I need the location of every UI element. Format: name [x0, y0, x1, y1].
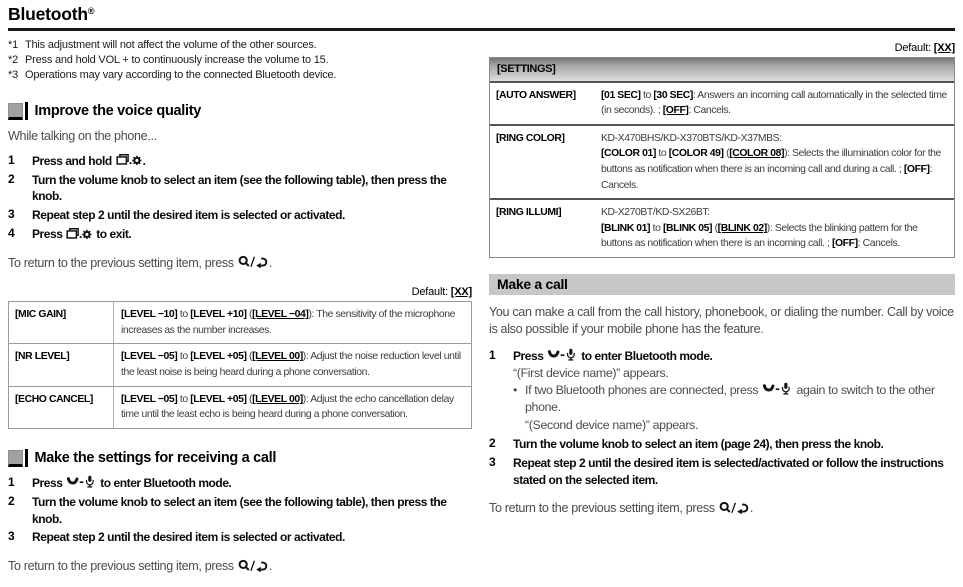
- make-a-call-steps: [489, 348, 955, 489]
- section-heading-receiving-call: [8, 449, 472, 467]
- gray-square-icon: [8, 103, 23, 120]
- footnotes: [8, 38, 472, 84]
- step: [8, 153, 472, 170]
- step-text: Press to enter Bluetooth mode.: [32, 475, 232, 490]
- section-title: Make the settings for receiving a call: [34, 449, 277, 466]
- footnote-text: Operations may vary according to the connected Bluetooth device.: [25, 69, 337, 82]
- step: [489, 455, 955, 489]
- footnote-number: *2: [8, 54, 18, 67]
- section-title: Improve the voice quality: [34, 102, 202, 119]
- section-marker-icon: [8, 102, 28, 120]
- display-settings-icon: [65, 227, 93, 241]
- step-number: 2: [489, 435, 496, 450]
- gray-square-icon: [8, 450, 23, 467]
- step-number: 3: [8, 529, 15, 544]
- section-intro: While talking on the phone...: [8, 128, 157, 143]
- footnote: [8, 38, 472, 53]
- footnote-text: Press and hold VOL + to continuously increase the volume to 15.: [25, 54, 329, 67]
- step: [8, 207, 472, 224]
- step: [8, 172, 472, 206]
- title-text: Bluetooth: [8, 4, 88, 24]
- search-back-icon: [718, 501, 750, 515]
- default-note: Default: [XX]: [894, 42, 955, 54]
- step-number: 3: [8, 207, 15, 222]
- return-note: To return to the previous setting item, press .: [8, 255, 273, 270]
- make-a-call-intro: You can make a call from the call history, phonebook, or dialing the number. Call by voice is also possible if your mobile phone has the feature.: [489, 304, 954, 337]
- phone-microphone-icon: [65, 475, 97, 489]
- table-header: [SETTINGS]: [490, 58, 954, 83]
- step: [489, 348, 955, 434]
- step-text: Turn the volume knob to select an item (page 24), then press the knob.: [513, 436, 884, 451]
- setting-key: [NR LEVEL]: [9, 344, 114, 385]
- black-bar-icon: [25, 102, 28, 120]
- table-row: [490, 124, 954, 198]
- step-text: Turn the volume knob to select an item (see the following table), then press the knob.: [32, 494, 447, 526]
- right-column: [489, 42, 955, 518]
- step-note: “(First device name)” appears.: [513, 365, 669, 380]
- table-row: [9, 302, 471, 343]
- step-number: 2: [8, 171, 15, 186]
- setting-description: [LEVEL −10] to [LEVEL +10] ([LEVEL −04]): The sensitivity of the microphone increases as the number increases.: [121, 309, 455, 336]
- bullet-icon: •: [513, 382, 517, 397]
- setting-description: [01 SEC] to [30 SEC]: Answers an incoming call automatically in the selected time (in seconds). ; [OFF]: Cancels.: [601, 89, 947, 117]
- left-column: [8, 38, 472, 575]
- setting-description: KD-X470BHS/KD-X370BTS/KD-X37MBS: [COLOR 01] to [COLOR 49] ([COLOR 08]): Selects the illumination color for the buttons as notification when there is an incoming call and during a call. ; [OFF]: Cancels.: [594, 126, 954, 198]
- receiving-call-steps: [8, 475, 472, 546]
- setting-description: [LEVEL −05] to [LEVEL +05] ([LEVEL 00]): Adjust the echo cancellation delay time until the least echo is being heard during a phone conversation.: [121, 393, 454, 421]
- phone-microphone-icon: [546, 348, 578, 362]
- step-number: 1: [489, 347, 496, 362]
- table-row: [490, 83, 954, 124]
- page-header: [8, 4, 955, 31]
- step-note: “(Second device name)” appears.: [525, 417, 699, 432]
- step-number: 4: [8, 226, 15, 241]
- setting-key: [ECHO CANCEL]: [9, 387, 114, 428]
- step-text: Press to exit.: [32, 227, 132, 242]
- setting-key: [MIC GAIN]: [9, 302, 114, 343]
- model-list: KD-X270BT/KD-SX26BT:: [601, 207, 710, 219]
- step: [8, 226, 472, 243]
- make-a-call-heading: Make a call: [489, 274, 955, 295]
- footnote-number: *1: [8, 39, 18, 51]
- setting-key: [AUTO ANSWER]: [496, 89, 576, 101]
- voice-quality-steps: [8, 153, 472, 243]
- setting-description: [LEVEL −05] to [LEVEL +05] ([LEVEL 00]): Adjust the noise reduction level until the least noise is being heard during a phone conversation.: [121, 351, 461, 379]
- model-list: KD-X470BHS/KD-X370BTS/KD-X37MBS:: [601, 132, 782, 144]
- page-title: [8, 4, 955, 25]
- search-back-icon: [237, 559, 269, 573]
- setting-description: KD-X270BT/KD-SX26BT: [BLINK 01] to [BLINK 05] ([BLINK 02]): Selects the blinking pattern for the buttons as notification when there is an incoming call. ; [OFF]: Cancels.: [594, 200, 954, 257]
- table-row: [9, 386, 471, 428]
- setting-key: [RING COLOR]: [496, 132, 565, 144]
- mic-settings-table: [8, 301, 472, 429]
- step-text: Press to enter Bluetooth mode. “(First device name)” appears. • If two Bluetooth phones are connected, press again to switch to the other phone. “(Second device name)” appears.: [513, 348, 955, 434]
- section-heading-voice-quality: [8, 102, 472, 120]
- table-row: [9, 343, 471, 385]
- footnote: [8, 68, 472, 83]
- step-number: 3: [489, 454, 496, 469]
- bullet-item: • If two Bluetooth phones are connected, press again to switch to the other phone.: [513, 382, 955, 417]
- step-number: 1: [8, 152, 15, 167]
- footnote-text: This adjustment will not affect the volume of the other sources.: [25, 39, 317, 51]
- step-number: 1: [8, 474, 15, 489]
- step: [8, 475, 472, 492]
- section-marker-icon: [8, 449, 28, 467]
- step-text: Repeat step 2 until the desired item is selected or activated.: [32, 530, 345, 545]
- default-value: [XX]: [450, 286, 472, 299]
- footnote: [8, 53, 472, 68]
- default-value: [XX]: [933, 42, 955, 54]
- registered-mark: ®: [87, 6, 95, 16]
- title-rule: [8, 28, 955, 31]
- step: [8, 494, 472, 528]
- step-number: 2: [8, 493, 15, 508]
- step-text: Repeat step 2 until the desired item is selected/activated or follow the instructions stated on the selected item.: [513, 455, 944, 487]
- return-note: To return to the previous setting item, press .: [489, 501, 754, 516]
- table-row: [490, 198, 954, 257]
- step-text: Repeat step 2 until the desired item is selected or activated.: [32, 208, 345, 223]
- search-back-icon: [237, 255, 269, 269]
- return-note: To return to the previous setting item, press .: [8, 559, 273, 574]
- step: [489, 436, 955, 453]
- settings-table: [489, 57, 955, 258]
- black-bar-icon: [25, 449, 28, 467]
- phone-microphone-icon: [761, 382, 793, 396]
- display-settings-icon: [115, 153, 143, 167]
- setting-key: [RING ILLUMI]: [496, 207, 562, 219]
- footnote-number: *3: [8, 69, 18, 82]
- step-text: Press and hold .: [32, 153, 146, 168]
- step: [8, 529, 472, 546]
- step-text: Turn the volume knob to select an item (see the following table), then press the knob.: [32, 172, 447, 204]
- default-note: Default: [XX]: [411, 286, 472, 299]
